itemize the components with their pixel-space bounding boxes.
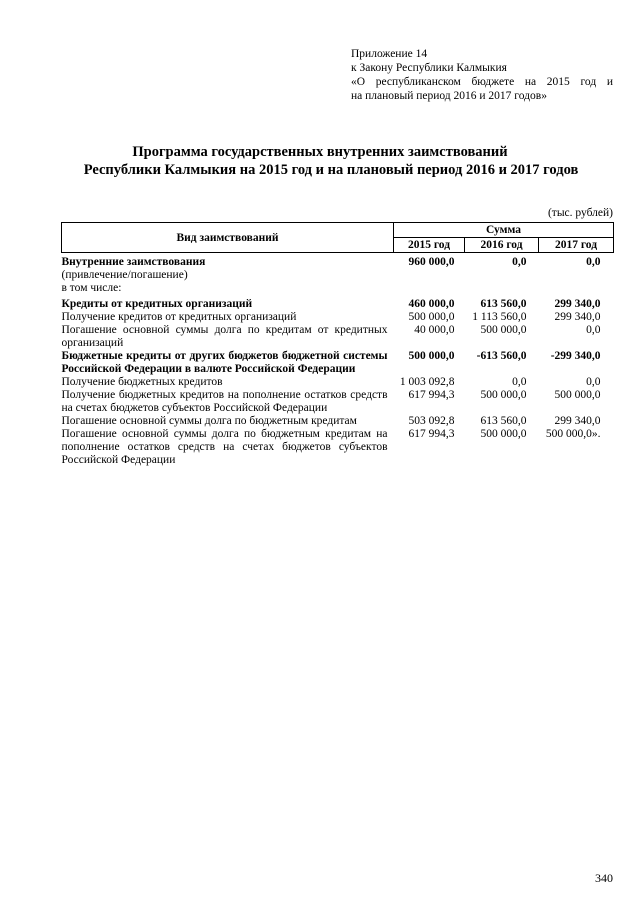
table-row bbox=[62, 311, 614, 324]
value-2016 bbox=[465, 269, 539, 282]
value-2015: 500 000,0 bbox=[408, 350, 455, 362]
value-2017: 0,0 bbox=[586, 376, 601, 388]
value-2017: 299 340,0 bbox=[554, 298, 601, 310]
value-2016 bbox=[465, 282, 539, 295]
header-borrowing-type: Вид заимствований bbox=[62, 223, 394, 253]
table-row bbox=[62, 269, 614, 282]
value-2017: -299 340,0 bbox=[550, 350, 601, 362]
value-2017: 0,0 bbox=[586, 256, 601, 268]
annex-line-1: Приложение 14 bbox=[351, 48, 428, 60]
row-name: (привлечение/погашение) bbox=[61, 269, 188, 281]
borrowing-table bbox=[61, 222, 614, 467]
table-row bbox=[62, 415, 614, 428]
value-2016: 500 000,0 bbox=[480, 324, 527, 336]
value-2017: 500 000,0». bbox=[545, 428, 601, 440]
value-2017 bbox=[539, 269, 614, 282]
value-2015: 503 092,8 bbox=[408, 415, 455, 427]
value-2016: 500 000,0 bbox=[480, 389, 527, 401]
row-name: в том числе: bbox=[61, 282, 122, 294]
value-2015 bbox=[394, 269, 465, 282]
title-line-1: Программа государственных внутренних заимствований bbox=[132, 144, 508, 160]
table-row bbox=[62, 389, 614, 415]
row-name: Погашение основной суммы долга по бюджетным кредитам на пополнение остатков средств на счетах бюджетов субъектов Российской Федерации bbox=[61, 428, 388, 466]
table-row bbox=[62, 295, 614, 311]
row-name: Получение кредитов от кредитных организаций bbox=[61, 311, 297, 323]
annex-line-4: на плановый период 2016 и 2017 годов» bbox=[351, 90, 547, 102]
table-row bbox=[62, 350, 614, 376]
table-body bbox=[62, 253, 614, 468]
table-row bbox=[62, 324, 614, 350]
table-row bbox=[62, 282, 614, 295]
value-2016: 613 560,0 bbox=[480, 298, 527, 310]
value-2016: 613 560,0 bbox=[480, 415, 527, 427]
value-2016: 500 000,0 bbox=[480, 428, 527, 440]
value-2016: 0,0 bbox=[512, 376, 527, 388]
unit-label: (тыс. рублей) bbox=[547, 207, 613, 219]
value-2017: 299 340,0 bbox=[554, 311, 601, 323]
annex-line-2: к Закону Республики Калмыкия bbox=[351, 62, 507, 74]
value-2017: 0,0 bbox=[586, 324, 601, 336]
header-year-2016: 2016 год bbox=[465, 238, 539, 253]
value-2015: 40 000,0 bbox=[414, 324, 455, 336]
value-2015: 460 000,0 bbox=[408, 298, 455, 310]
header-sum: Сумма bbox=[394, 223, 614, 238]
annex-line-3: «О республиканском бюджете на 2015 год и bbox=[351, 76, 613, 88]
document-title bbox=[0, 143, 640, 179]
header-year-2015: 2015 год bbox=[394, 238, 465, 253]
value-2015: 1 003 092,8 bbox=[399, 376, 455, 388]
row-name: Кредиты от кредитных организаций bbox=[61, 298, 253, 310]
header-year-2017: 2017 год bbox=[539, 238, 614, 253]
row-name: Получение бюджетных кредитов на пополнение остатков средств на счетах бюджетов субъектов Российской Федерации bbox=[61, 389, 388, 414]
value-2016: 1 113 560,0 bbox=[472, 311, 527, 323]
value-2015: 500 000,0 bbox=[408, 311, 455, 323]
value-2017 bbox=[539, 282, 614, 295]
title-line-2: Республики Калмыкия на 2015 год и на плановый период 2016 и 2017 годов bbox=[83, 162, 579, 178]
row-name: Погашение основной суммы долга по бюджетным кредитам bbox=[61, 415, 357, 427]
annex-header bbox=[351, 47, 613, 103]
value-2015: 617 994,3 bbox=[408, 428, 455, 440]
row-name: Получение бюджетных кредитов bbox=[61, 376, 223, 388]
value-2016: 0,0 bbox=[512, 256, 527, 268]
table-row bbox=[62, 253, 614, 270]
value-2015: 617 994,3 bbox=[408, 389, 455, 401]
value-2017: 500 000,0 bbox=[554, 389, 601, 401]
row-name: Погашение основной суммы долга по кредитам от кредитных организаций bbox=[61, 324, 388, 349]
page-number: 340 bbox=[595, 871, 613, 885]
table-row bbox=[62, 428, 614, 467]
table-row bbox=[62, 376, 614, 389]
value-2015 bbox=[394, 282, 465, 295]
value-2016: -613 560,0 bbox=[476, 350, 527, 362]
row-name: Внутренние заимствования bbox=[61, 256, 206, 268]
value-2015: 960 000,0 bbox=[408, 256, 455, 268]
row-name: Бюджетные кредиты от других бюджетов бюджетной системы Российской Федерации в валюте Российской Федерации bbox=[61, 350, 388, 375]
value-2017: 299 340,0 bbox=[554, 415, 601, 427]
